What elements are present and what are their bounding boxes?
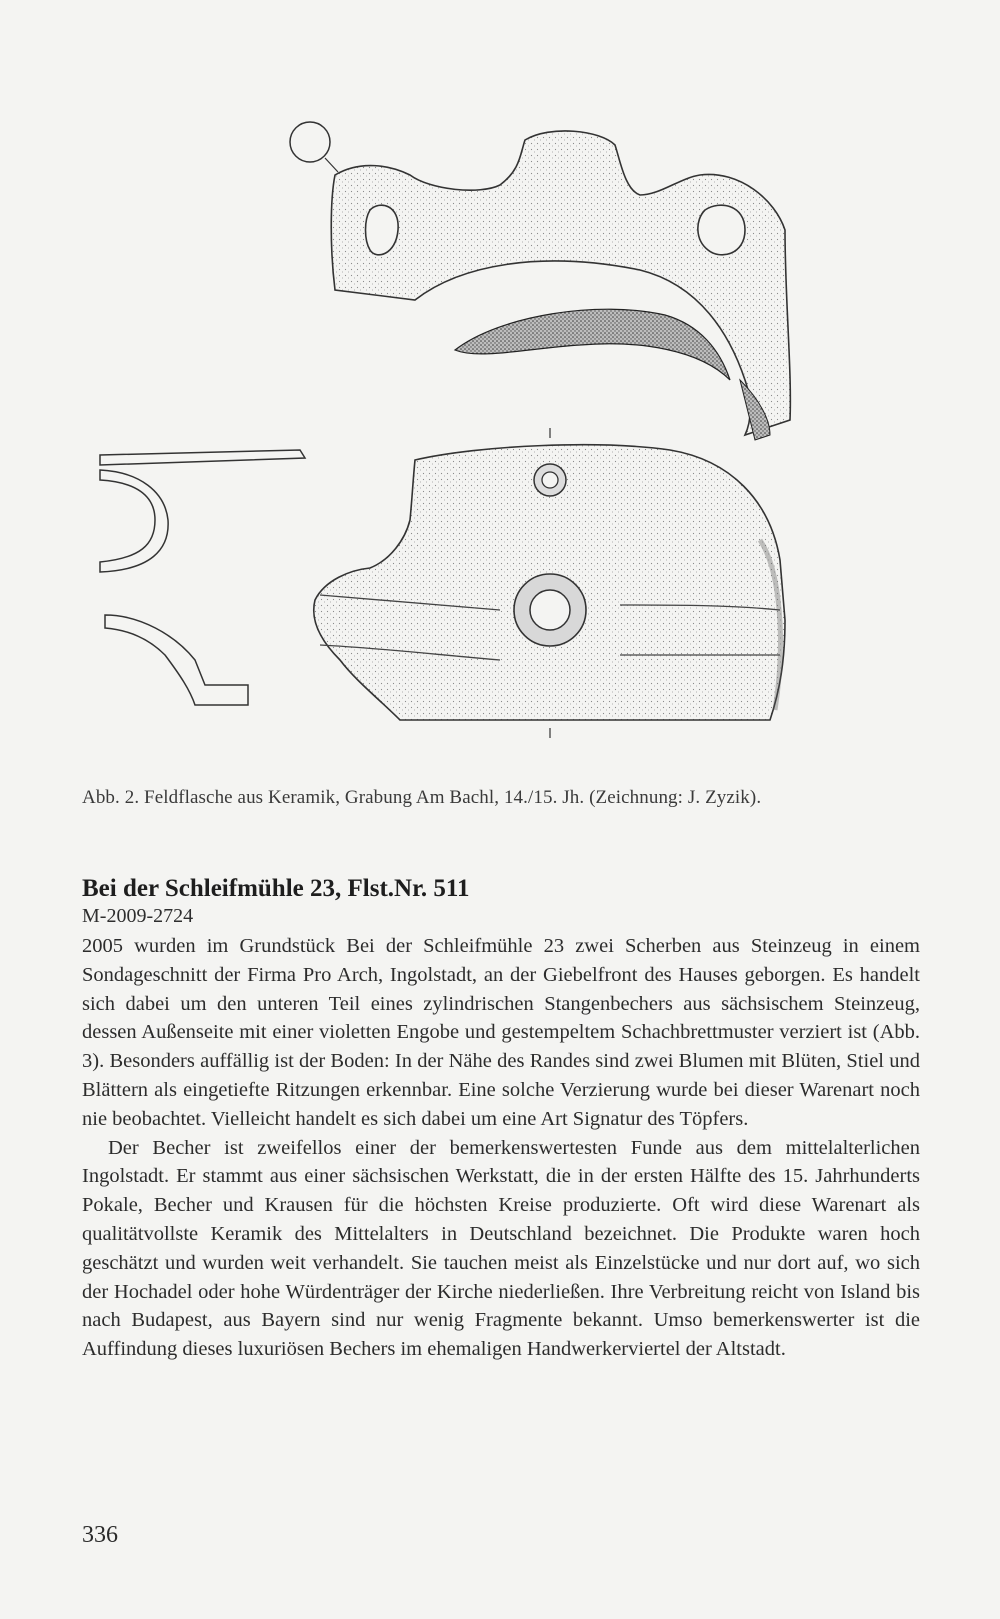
section-heading: Bei der Schleifmühle 23, Flst.Nr. 511 [82,875,470,902]
profile-section-drawings [100,450,305,705]
paragraph: 2005 wurden im Grundstück Bei der Schleifmühle 23 zwei Scherben aus Steinzeug in einem Sondageschnitt der Firma Pro Arch, Ingolstadt, an der Giebelfront des Hauses geborgen. Es handelt sich dabei um den unteren Teil eines zylindrischen Stangenbechers aus sächsischem Steinzeug, dessen Außenseite mit einer violetten Engobe und gestempeltem Schachbrettmuster verziert ist (Abb. 3). Besonders auffällig ist der Boden: In der Nähe des Randes sind zwei Blumen mit Blüten, Stiel und Blättern als eingetiefte Ritzungen erkennbar. Eine solche Verzierung wurde bei dieser Warenart noch nie beobachtet. Vielleicht handelt es sich dabei um eine Art Signatur des Töpfers. [82,935,920,1130]
figure-caption: Abb. 2. Feldflasche aus Keramik, Grabung Am Bachl, 14./15. Jh. (Zeichnung: J. Zyzik). [82,787,762,808]
site-reference-number: M-2009-2724 [82,905,194,927]
page-number: 336 [82,1522,118,1548]
upper-fragment-drawing [290,122,790,440]
paragraph: Der Becher ist zweifellos einer der bemerkenswertesten Funde aus dem mittelalterlichen Ingolstadt. Er stammt aus einer sächsischen Werkstatt, die in der ersten Hälfte des 15. Jahrhunderts Pokale, Becher und Krausen für die höchsten Kreise produzierte. Oft wird diese Warenart als qualitätvollste Keramik des Mittelalters in Deutschland bezeichnet. Die Produkte waren hoch geschätzt und wurden weit verhandelt. Sie tauchen meist als Einzelstücke und nur dort auf, wo sich der Hochadel oder hohe Würdenträger der Kirche niederließen. Ihre Verbreitung reicht von Island bis nach Budapest, aus Bayern sind nur wenig Fragmente bekannt. Umso bemerkenswerter ist die Auffindung dieses luxuriösen Bechers im ehemaligen Handwerkerviertel der Altstadt. [82,1136,920,1361]
figure-ceramic-flask-drawing [80,100,840,780]
lower-fragment-drawing [314,428,785,738]
body-text [82,932,920,1364]
